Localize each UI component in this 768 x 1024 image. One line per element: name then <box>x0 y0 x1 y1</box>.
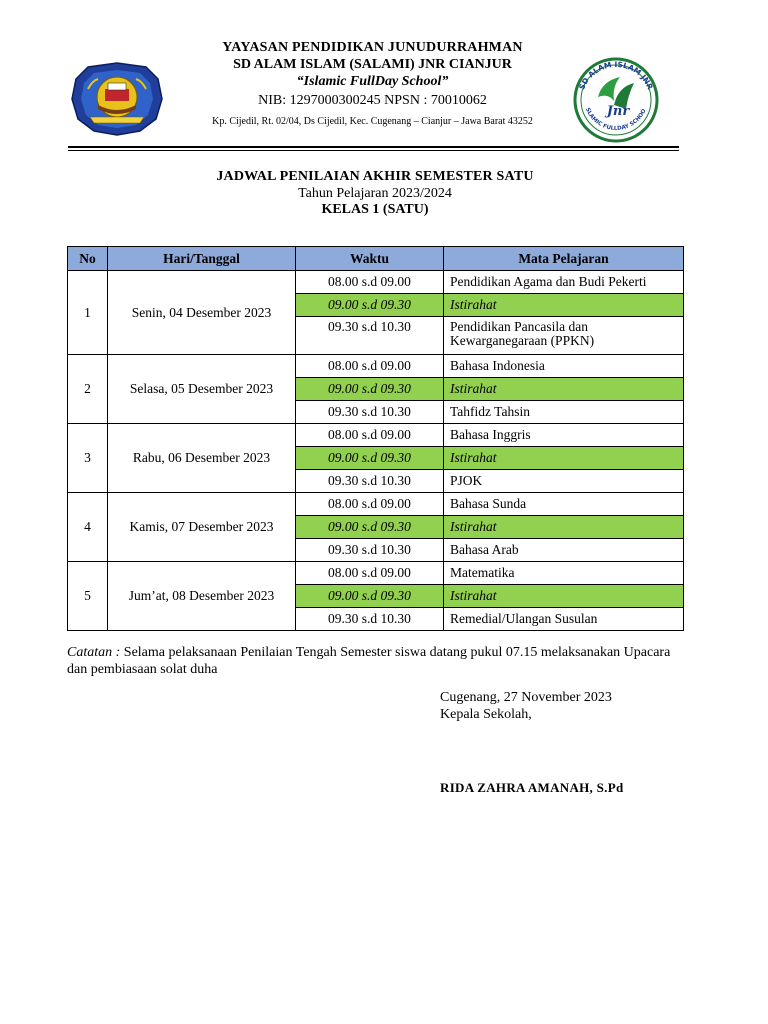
table-row <box>68 493 684 516</box>
foundation-name: YAYASAN PENDIDIKAN JUNUDURRAHMAN <box>222 40 523 55</box>
slot-time: 08.00 s.d 09.00 <box>296 355 444 378</box>
slot-time: 08.00 s.d 09.00 <box>296 562 444 585</box>
letterhead <box>180 39 565 129</box>
table-row <box>68 271 684 294</box>
slot-subject: Pendidikan Agama dan Budi Pekerti <box>444 271 684 294</box>
row-number: 4 <box>68 493 108 562</box>
slot-time: 08.00 s.d 09.00 <box>296 271 444 294</box>
slot-subject: Bahasa Arab <box>444 539 684 562</box>
signer-name: RIDA ZAHRA AMANAH, S.Pd <box>440 780 624 795</box>
slot-time: 09.30 s.d 10.30 <box>296 608 444 631</box>
slot-time: 09.30 s.d 10.30 <box>296 539 444 562</box>
badge-top-text: SD ALAM ISLAM JNR <box>577 59 655 91</box>
school-name: SD ALAM ISLAM (SALAMI) JNR CIANJUR <box>233 57 512 72</box>
slot-subject: Istirahat <box>444 516 684 539</box>
schedule-titles <box>68 168 682 219</box>
signature-place-date: Cugenang, 27 November 2023 <box>440 690 612 705</box>
signature-position: Kepala Sekolah, <box>440 707 532 722</box>
slot-subject: Bahasa Inggris <box>444 424 684 447</box>
slot-time: 09.00 s.d 09.30 <box>296 585 444 608</box>
slot-time: 09.30 s.d 10.30 <box>296 317 444 355</box>
slot-subject: Bahasa Sunda <box>444 493 684 516</box>
header-day: Hari/Tanggal <box>108 247 296 271</box>
note-text: Selama pelaksanaan Penilaian Tengah Semester siswa datang pukul 07.15 melaksanakan Upacara dan pembiasaan solat duha <box>67 645 671 677</box>
schedule-title: JADWAL PENILAIAN AKHIR SEMESTER SATU <box>216 169 534 184</box>
table-row <box>68 355 684 378</box>
slot-subject: Istirahat <box>444 447 684 470</box>
letterhead-rule-thick <box>68 146 679 148</box>
slot-subject: Istirahat <box>444 378 684 401</box>
slot-subject: PJOK <box>444 470 684 493</box>
table-row <box>68 424 684 447</box>
schedule-note <box>67 644 687 678</box>
table-header-row <box>68 247 684 271</box>
slot-subject: Istirahat <box>444 294 684 317</box>
school-badge-logo <box>568 57 664 143</box>
slot-time: 09.00 s.d 09.30 <box>296 516 444 539</box>
header-subject: Mata Pelajaran <box>444 247 684 271</box>
row-number: 5 <box>68 562 108 631</box>
letterhead-rule-thin <box>68 150 679 151</box>
slot-subject: Istirahat <box>444 585 684 608</box>
badge-bottom-text: SLAMIC FULLDAY SCHOO <box>583 107 648 132</box>
slot-time: 09.00 s.d 09.30 <box>296 447 444 470</box>
school-tagline: “Islamic FullDay School” <box>296 74 449 89</box>
row-day: Jum’at, 08 Desember 2023 <box>108 562 296 631</box>
row-number: 1 <box>68 271 108 355</box>
row-number: 2 <box>68 355 108 424</box>
slot-time: 09.30 s.d 10.30 <box>296 470 444 493</box>
slot-time: 09.30 s.d 10.30 <box>296 401 444 424</box>
slot-subject: Pendidikan Pancasila dan Kewarganegaraan (PPKN) <box>444 317 684 355</box>
school-address: Kp. Cijedil, Rt. 02/04, Ds Cijedil, Kec. Cugenang – Cianjur – Jawa Barat 43252 <box>212 116 533 127</box>
note-label: Catatan : <box>67 645 121 660</box>
row-day: Rabu, 06 Desember 2023 <box>108 424 296 493</box>
slot-subject: Tahfidz Tahsin <box>444 401 684 424</box>
foundation-emblem-logo <box>68 59 166 137</box>
slot-time: 08.00 s.d 09.00 <box>296 493 444 516</box>
header-time: Waktu <box>296 247 444 271</box>
signature-block <box>440 689 612 723</box>
row-day: Selasa, 05 Desember 2023 <box>108 355 296 424</box>
slot-subject: Bahasa Indonesia <box>444 355 684 378</box>
header-no: No <box>68 247 108 271</box>
table-row <box>68 562 684 585</box>
class-label: KELAS 1 (SATU) <box>321 202 429 217</box>
row-number: 3 <box>68 424 108 493</box>
slot-time: 09.00 s.d 09.30 <box>296 378 444 401</box>
school-identifiers: NIB: 1297000300245 NPSN : 70010062 <box>258 93 487 108</box>
row-day: Senin, 04 Desember 2023 <box>108 271 296 355</box>
slot-time: 09.00 s.d 09.30 <box>296 294 444 317</box>
badge-monogram: Jnr <box>606 104 630 119</box>
academic-year: Tahun Pelajaran 2023/2024 <box>298 186 452 201</box>
exam-schedule-table <box>67 246 684 631</box>
slot-time: 08.00 s.d 09.00 <box>296 424 444 447</box>
slot-subject: Matematika <box>444 562 684 585</box>
row-day: Kamis, 07 Desember 2023 <box>108 493 296 562</box>
slot-subject: Remedial/Ulangan Susulan <box>444 608 684 631</box>
